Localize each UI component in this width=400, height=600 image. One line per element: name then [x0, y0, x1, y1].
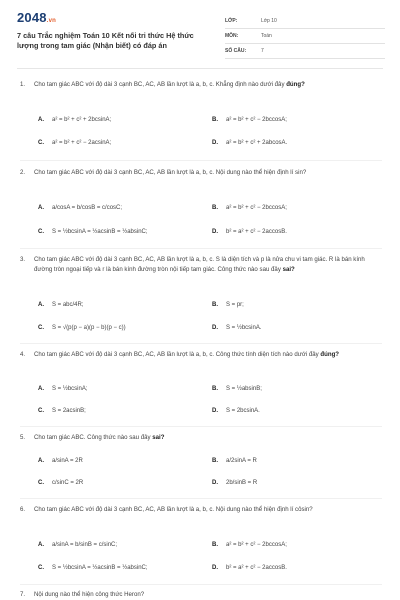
- option-d[interactable]: [212, 408, 260, 414]
- option-text: a² = b² + c² − 2bccosA;: [226, 542, 287, 548]
- question-body: Cho tam giác ABC với độ dài 3 cạnh BC, AC, AB lần lượt là a, b, c. Khẳng định nào dưới đây: [34, 81, 285, 88]
- option-letter: D.: [212, 229, 218, 235]
- option-text: c/sinC = 2R: [52, 480, 84, 486]
- question-3: [20, 255, 382, 274]
- option-text: a² = b² + c² − 2acsinA;: [52, 140, 112, 146]
- option-letter: B.: [212, 117, 218, 123]
- option-a[interactable]: [38, 205, 122, 211]
- option-letter: D.: [212, 325, 218, 331]
- question-divider: [20, 343, 382, 344]
- option-text: 2b/sinB = R: [226, 480, 258, 486]
- meta-label: LỚP:: [225, 18, 238, 24]
- option-text: a² = b² + c² − 2bccosA;: [226, 205, 287, 211]
- option-letter: A.: [38, 386, 44, 392]
- question-body: Cho tam giác ABC với độ dài 3 cạnh BC, AC, AB lần lượt là a, b, c. S là diện tích và p là nửa chu vi tam giác. R là bán kính đường tròn ngoại tiếp và r là bán kính đường tròn nội tiếp tam giác. Công thức nào sau đây: [34, 256, 365, 273]
- logo-main: 2048: [17, 10, 47, 25]
- option-d[interactable]: [212, 140, 287, 146]
- question-number: 4.: [20, 351, 26, 358]
- option-c[interactable]: [38, 408, 86, 414]
- question-6: [20, 505, 382, 515]
- question-text: [20, 350, 382, 360]
- option-text: a² = b² + c² − 2bccosA;: [226, 117, 287, 123]
- document-title: 7 câu Trắc nghiệm Toán 10 Kết nối tri thức Hệ thức lượng trong tam giác (Nhận biết) có đáp án: [17, 31, 194, 50]
- option-text: S = ½bcsinA;: [52, 386, 88, 392]
- meta-label: SỐ CÂU:: [225, 48, 247, 54]
- meta-value: Toán: [261, 33, 272, 39]
- option-letter: B.: [212, 386, 218, 392]
- question-emphasis: sai?: [282, 265, 295, 273]
- option-letter: C.: [38, 480, 44, 486]
- option-text: S = √(p(p − a)(p − b)(p − c)): [52, 325, 126, 331]
- option-letter: C.: [38, 565, 44, 571]
- question-divider: [20, 498, 382, 499]
- option-letter: B.: [212, 302, 218, 308]
- question-text: [20, 168, 382, 178]
- option-text: a/2sinA = R: [226, 458, 257, 464]
- question-text: [20, 433, 382, 443]
- option-letter: A.: [38, 302, 44, 308]
- option-a[interactable]: [38, 458, 83, 464]
- question-divider: [20, 426, 382, 427]
- meta-table: [225, 14, 385, 59]
- question-1: [20, 80, 382, 90]
- question-text: [20, 255, 382, 274]
- option-text: S = ½absinB;: [226, 386, 262, 392]
- option-letter: D.: [212, 140, 218, 146]
- option-d[interactable]: [212, 480, 257, 486]
- option-letter: A.: [38, 458, 44, 464]
- option-letter: A.: [38, 117, 44, 123]
- option-b[interactable]: [212, 458, 257, 464]
- option-c[interactable]: [38, 565, 148, 571]
- question-divider: [20, 160, 382, 161]
- option-b[interactable]: [212, 386, 262, 392]
- meta-label: MÔN:: [225, 33, 239, 39]
- option-text: S = ½bcsinA = ½acsinB = ½absinC;: [52, 565, 148, 571]
- question-body: Cho tam giác ABC với độ dài 3 cạnh BC, AC, AB lần lượt là a, b, c. Nội dung nào thể hiện định lí côsin?: [34, 506, 313, 513]
- option-b[interactable]: [212, 205, 287, 211]
- option-text: a/sinA = 2R: [52, 458, 83, 464]
- page-header: [0, 0, 400, 64]
- question-7: [20, 590, 382, 600]
- header-divider: [17, 68, 383, 69]
- site-logo[interactable]: [17, 10, 56, 25]
- option-text: a/cosA = b/cosB = c/cosC;: [52, 205, 123, 211]
- option-letter: B.: [212, 458, 218, 464]
- meta-row-class: [225, 14, 385, 29]
- option-letter: B.: [212, 542, 218, 548]
- option-letter: A.: [38, 542, 44, 548]
- option-a[interactable]: [38, 302, 84, 308]
- option-text: b² = a² + c² − 2accosB.: [226, 565, 287, 571]
- question-body: Cho tam giác ABC với độ dài 3 cạnh BC, AC, AB lần lượt là a, b, c. Công thức tính diện tích nào dưới đây: [34, 351, 319, 358]
- option-letter: D.: [212, 408, 218, 414]
- question-number: 5.: [20, 434, 26, 441]
- option-c[interactable]: [38, 140, 111, 146]
- question-number: 1.: [20, 81, 26, 88]
- question-emphasis: sai?: [152, 434, 165, 441]
- option-letter: D.: [212, 480, 218, 486]
- option-b[interactable]: [212, 302, 244, 308]
- option-c[interactable]: [38, 480, 83, 486]
- question-emphasis: đúng?: [286, 81, 305, 88]
- question-body: Cho tam giác ABC với độ dài 3 cạnh BC, AC, AB lần lượt là a, b, c. Nội dung nào thể hiện định lí sin?: [34, 169, 307, 176]
- option-c[interactable]: [38, 229, 148, 235]
- option-text: a/sinA = b/sinB = c/sinC;: [52, 542, 118, 548]
- question-number: 3.: [20, 256, 26, 263]
- meta-value: 7: [261, 48, 264, 54]
- option-text: S = abc/4R;: [52, 302, 84, 308]
- question-divider: [20, 248, 382, 249]
- option-text: S = 2bcsinA.: [226, 408, 260, 414]
- option-b[interactable]: [212, 542, 287, 548]
- question-text: [20, 80, 382, 90]
- option-letter: B.: [212, 205, 218, 211]
- question-emphasis: đúng?: [320, 351, 340, 358]
- question-body: Cho tam giác ABC. Công thức nào sau đây: [34, 434, 151, 441]
- question-5: [20, 433, 382, 443]
- option-d[interactable]: [212, 565, 287, 571]
- option-a[interactable]: [38, 117, 111, 123]
- question-4: [20, 350, 382, 360]
- logo-suffix: .vn: [46, 18, 57, 24]
- option-letter: C.: [38, 229, 44, 235]
- question-text: [20, 505, 382, 515]
- option-letter: A.: [38, 205, 44, 211]
- meta-row-subject: [225, 29, 385, 44]
- question-text: [20, 590, 382, 600]
- question-divider: [20, 584, 382, 585]
- question-2: [20, 168, 382, 178]
- meta-row-count: [225, 44, 385, 59]
- option-letter: C.: [38, 140, 44, 146]
- option-a[interactable]: [38, 542, 117, 548]
- option-c[interactable]: [38, 325, 126, 331]
- question-number: 6.: [20, 506, 26, 513]
- meta-value: Lớp 10: [261, 18, 277, 24]
- option-letter: C.: [38, 325, 44, 331]
- question-number: 2.: [20, 169, 26, 176]
- option-text: S = 2acsinB;: [52, 408, 86, 414]
- option-text: S = ½bcsinA = ½acsinB = ½absinC;: [52, 229, 148, 235]
- option-letter: D.: [212, 565, 218, 571]
- question-body: Nội dung nào thể hiện công thức Heron?: [34, 591, 145, 598]
- option-text: S = ½bcsinA.: [226, 325, 262, 331]
- option-text: S = pr;: [226, 302, 244, 308]
- option-letter: C.: [38, 408, 44, 414]
- option-b[interactable]: [212, 117, 287, 123]
- option-text: a² = b² + c² + 2bcsinA;: [52, 117, 112, 123]
- option-d[interactable]: [212, 229, 287, 235]
- option-text: b² = a² + c² − 2accosB.: [226, 229, 287, 235]
- option-a[interactable]: [38, 386, 88, 392]
- question-number: 7.: [20, 591, 26, 598]
- option-text: a² = b² + c² + 2abcosA.: [226, 140, 288, 146]
- option-d[interactable]: [212, 325, 262, 331]
